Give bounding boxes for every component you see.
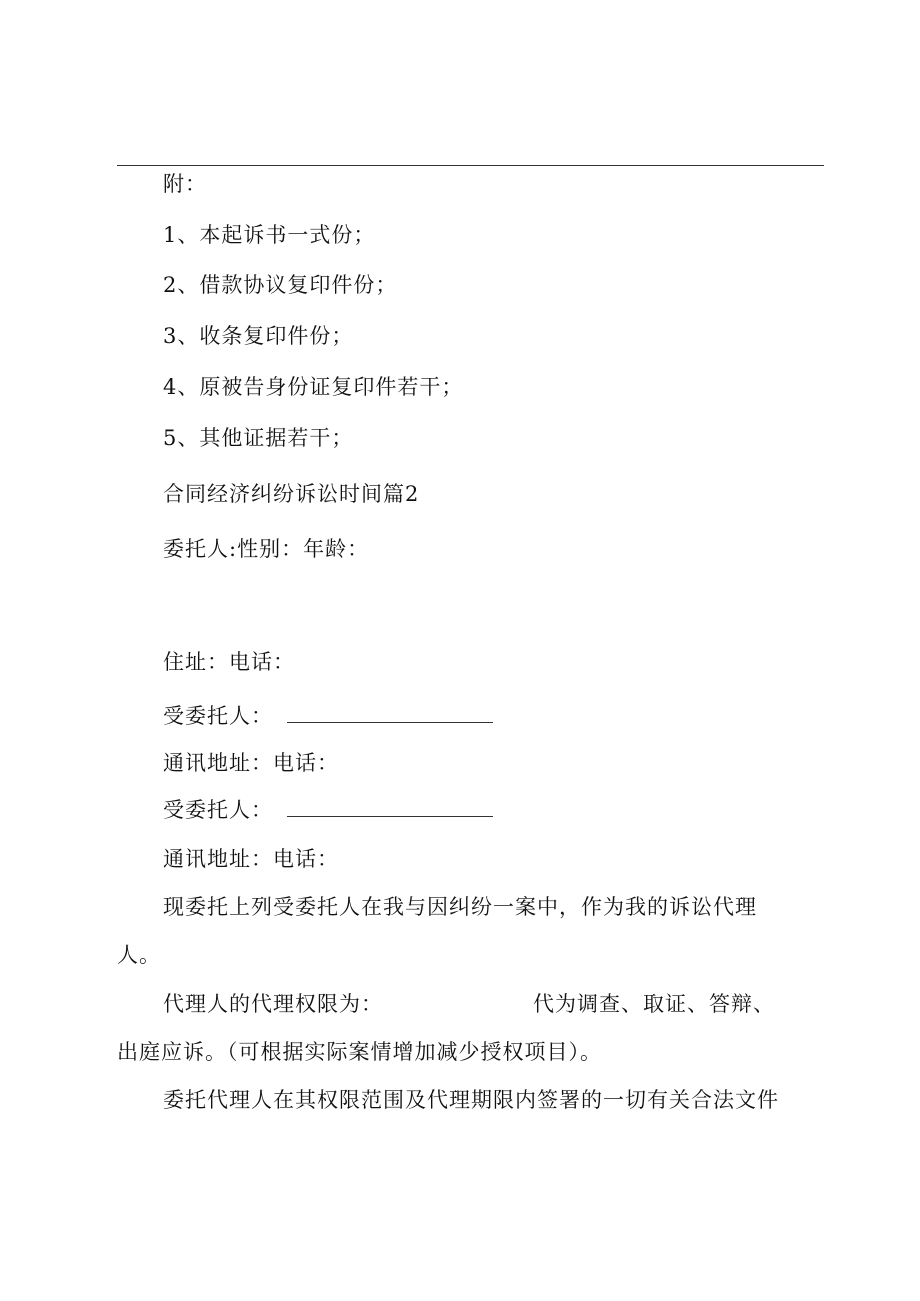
entrust-paragraph-line-2: 人。 <box>117 943 161 967</box>
agent-2-contact: 通讯地址：电话： <box>163 847 339 871</box>
agent-2-label: 受委托人： <box>163 798 273 822</box>
authority-scope: 代为调查、取证、答辩、 <box>533 992 775 1016</box>
agent-1-blank <box>287 702 493 723</box>
authority-paragraph-line-1 <box>163 990 775 1018</box>
authority-paragraph-line-2: 出庭应诉。（可根据实际案情增加减少授权项目）。 <box>117 1040 602 1064</box>
final-paragraph-line-1: 委托代理人在其权限范围及代理期限内签署的一切有关合法文件 <box>163 1088 779 1112</box>
section-heading: 合同经济纠纷诉讼时间篇2 <box>163 482 420 506</box>
principal-line: 委托人:性别：年龄： <box>163 537 370 561</box>
agent-2-line <box>163 796 493 824</box>
agent-1-line <box>163 702 493 730</box>
attachment-item-4: 4、原被告身份证复印件若干； <box>163 375 464 399</box>
attachment-item-2: 2、借款协议复印件份； <box>163 273 398 297</box>
attachment-item-5: 5、其他证据若干； <box>163 426 354 450</box>
top-divider <box>117 165 824 166</box>
attachment-item-3: 3、收条复印件份； <box>163 324 354 348</box>
address-line: 住址：电话： <box>163 650 295 674</box>
attachments-label: 附： <box>163 172 207 196</box>
authority-label: 代理人的代理权限为： <box>163 992 383 1016</box>
agent-2-blank <box>287 796 493 817</box>
agent-1-label: 受委托人： <box>163 704 273 728</box>
agent-1-contact: 通讯地址：电话： <box>163 751 339 775</box>
entrust-paragraph-line-1: 现委托上列受委托人在我与因纠纷一案中，作为我的诉讼代理 <box>163 895 757 919</box>
attachment-item-1: 1、本起诉书一式份； <box>163 223 376 247</box>
